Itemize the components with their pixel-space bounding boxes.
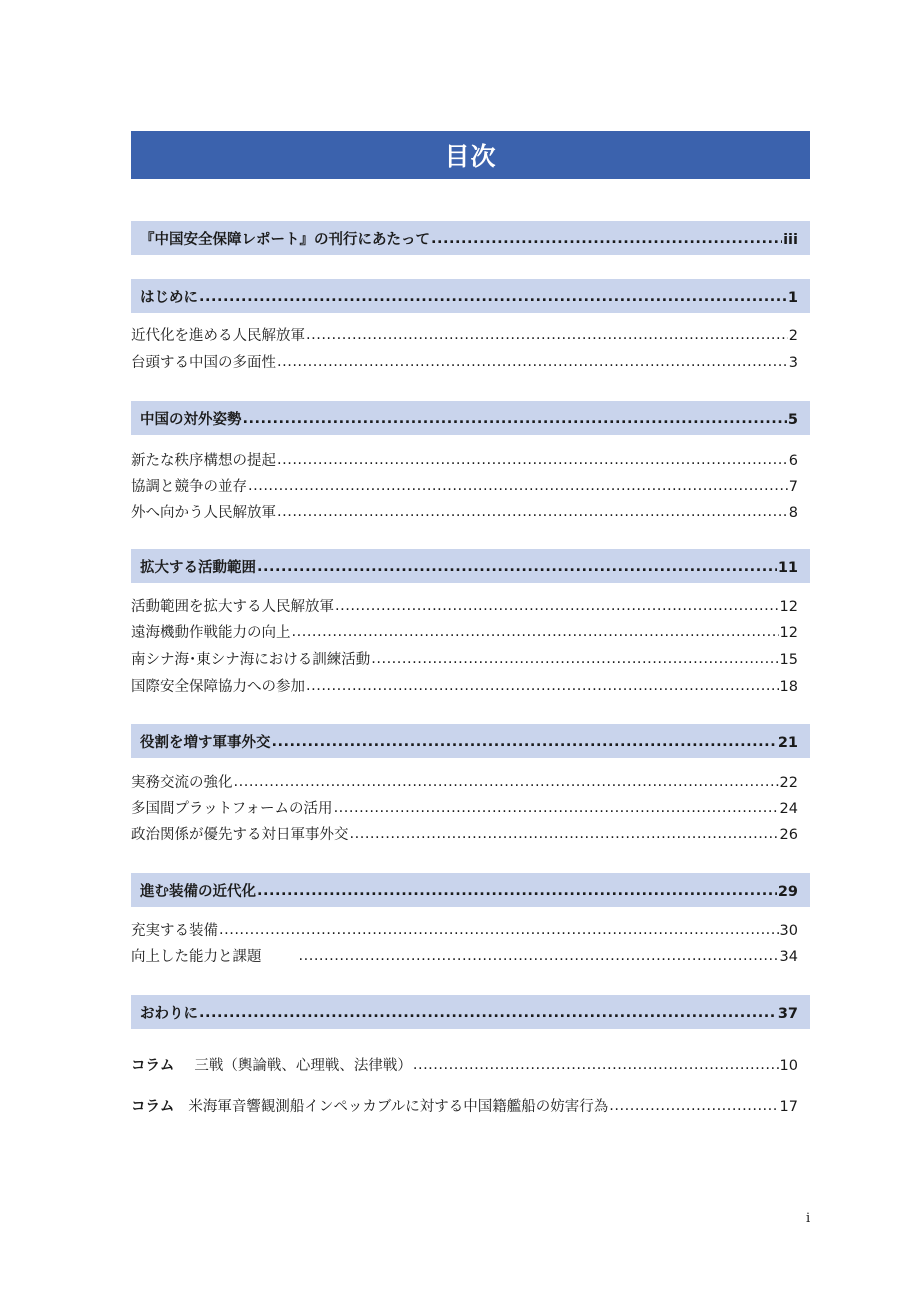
dot-leader bbox=[248, 475, 788, 497]
toc-page: 1 bbox=[787, 290, 798, 306]
toc-item[interactable] bbox=[131, 824, 798, 846]
dot-leader bbox=[334, 797, 779, 819]
dot-leader bbox=[299, 945, 779, 967]
toc-label: 米海軍音響観測船インペッカブルに対する中国籍艦船の妨害行為 bbox=[188, 1099, 609, 1115]
dot-leader bbox=[257, 556, 777, 578]
toc-label: 近代化を進める人民解放軍 bbox=[131, 328, 305, 344]
toc-item[interactable] bbox=[131, 450, 798, 472]
dot-leader bbox=[292, 621, 779, 643]
toc-page: 37 bbox=[777, 1006, 798, 1022]
toc-label: おわりに bbox=[140, 1006, 198, 1022]
toc-item[interactable] bbox=[131, 772, 798, 794]
toc-label: 南シナ海･東シナ海における訓練活動 bbox=[131, 652, 371, 668]
toc-page: 18 bbox=[779, 679, 798, 695]
toc-section-heading[interactable] bbox=[140, 287, 798, 309]
page-number: i bbox=[806, 1211, 811, 1226]
toc-page: 8 bbox=[788, 505, 798, 521]
dot-leader bbox=[277, 501, 788, 523]
toc-item[interactable] bbox=[131, 476, 798, 498]
dot-leader bbox=[609, 1095, 778, 1117]
toc-label: 台頭する中国の多面性 bbox=[131, 355, 276, 371]
toc-page: 26 bbox=[779, 827, 798, 843]
toc-item[interactable] bbox=[131, 946, 798, 968]
toc-page: 24 bbox=[779, 801, 798, 817]
toc-label: はじめに bbox=[140, 290, 198, 306]
toc-column-item[interactable] bbox=[131, 1055, 798, 1077]
dot-leader bbox=[277, 351, 788, 373]
toc-item[interactable] bbox=[131, 798, 798, 820]
toc-label: 中国の対外姿勢 bbox=[140, 412, 242, 428]
toc-item[interactable] bbox=[131, 325, 798, 347]
toc-label: 役割を増す軍事外交 bbox=[140, 735, 271, 751]
dot-leader bbox=[257, 880, 777, 902]
dot-leader bbox=[243, 408, 787, 430]
toc-section-heading[interactable] bbox=[140, 732, 798, 754]
dot-leader bbox=[371, 648, 778, 670]
toc-page: 29 bbox=[777, 884, 798, 900]
toc-page: 10 bbox=[779, 1058, 798, 1074]
toc-page: 11 bbox=[777, 560, 798, 576]
toc-label: 実務交流の強化 bbox=[131, 775, 233, 791]
toc-page: 22 bbox=[779, 775, 798, 791]
toc-page: 6 bbox=[788, 453, 798, 469]
dot-leader bbox=[431, 228, 782, 250]
toc-label: 進む装備の近代化 bbox=[140, 884, 256, 900]
toc-section-heading[interactable] bbox=[140, 1003, 798, 1025]
dot-leader bbox=[413, 1054, 779, 1076]
toc-label: 三戦（輿論戦、心理戦、法律戦） bbox=[194, 1058, 412, 1074]
toc-column-item[interactable] bbox=[131, 1096, 798, 1118]
toc-item[interactable] bbox=[131, 920, 798, 942]
dot-leader bbox=[272, 731, 777, 753]
toc-label: 向上した能力と課題 bbox=[131, 949, 262, 965]
toc-item[interactable] bbox=[131, 596, 798, 618]
toc-section-heading[interactable] bbox=[140, 409, 798, 431]
toc-page: 5 bbox=[787, 412, 798, 428]
toc-title: 目次 bbox=[444, 142, 497, 171]
toc-page: iii bbox=[783, 232, 798, 248]
toc-item[interactable] bbox=[131, 622, 798, 644]
toc-item[interactable] bbox=[131, 502, 798, 524]
toc-page: 12 bbox=[779, 599, 798, 615]
toc-label: 協調と競争の並存 bbox=[131, 479, 247, 495]
toc-label: 多国間プラットフォームの活用 bbox=[131, 801, 333, 817]
toc-label: 充実する装備 bbox=[131, 923, 218, 939]
toc-section-heading[interactable] bbox=[140, 229, 798, 251]
column-tag: コラム bbox=[131, 1058, 175, 1074]
dot-leader bbox=[277, 449, 788, 471]
dot-leader bbox=[199, 1002, 777, 1024]
dot-leader bbox=[335, 595, 779, 617]
dot-leader bbox=[306, 675, 779, 697]
toc-label: 外へ向かう人民解放軍 bbox=[131, 505, 276, 521]
toc-label: 遠海機動作戦能力の向上 bbox=[131, 625, 291, 641]
toc-page: 21 bbox=[777, 735, 798, 751]
dot-leader bbox=[219, 919, 779, 941]
toc-label: 『中国安全保障レポート』の刊行にあたって bbox=[140, 232, 430, 248]
toc-page: 12 bbox=[779, 625, 798, 641]
toc-item[interactable] bbox=[131, 649, 798, 671]
toc-title-bar bbox=[131, 131, 810, 179]
toc-section-heading[interactable] bbox=[140, 881, 798, 903]
toc-page: 7 bbox=[788, 479, 798, 495]
toc-page: 34 bbox=[779, 949, 798, 965]
dot-leader bbox=[199, 286, 787, 308]
toc-page: 17 bbox=[779, 1099, 798, 1115]
dot-leader bbox=[350, 823, 779, 845]
toc-label: 活動範囲を拡大する人民解放軍 bbox=[131, 599, 334, 615]
toc-page: 3 bbox=[788, 355, 798, 371]
toc-label: 政治関係が優先する対日軍事外交 bbox=[131, 827, 349, 843]
dot-leader bbox=[234, 771, 779, 793]
column-tag: コラム bbox=[131, 1099, 175, 1115]
toc-section-heading[interactable] bbox=[140, 557, 798, 579]
toc-page: 30 bbox=[779, 923, 798, 939]
toc-page: 2 bbox=[788, 328, 798, 344]
dot-leader bbox=[306, 324, 788, 346]
toc-item[interactable] bbox=[131, 676, 798, 698]
toc-label: 拡大する活動範囲 bbox=[140, 560, 256, 576]
toc-item[interactable] bbox=[131, 352, 798, 374]
toc-page: 15 bbox=[779, 652, 798, 668]
toc-label: 国際安全保障協力への参加 bbox=[131, 679, 305, 695]
toc-label: 新たな秩序構想の提起 bbox=[131, 453, 276, 469]
